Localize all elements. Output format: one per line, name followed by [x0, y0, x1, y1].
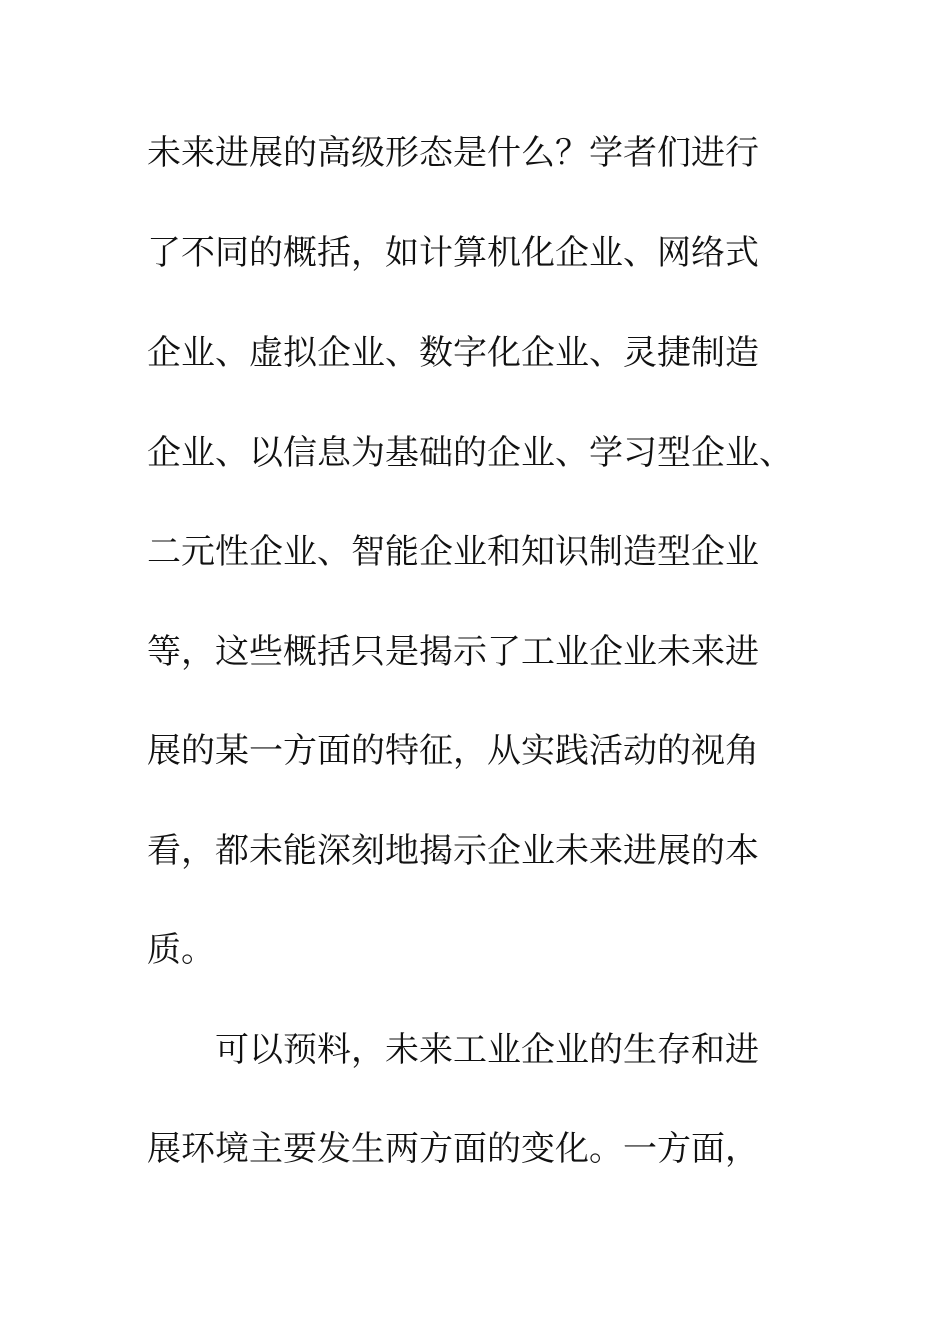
text-line: 企业、虚拟企业、数字化企业、灵捷制造 — [147, 333, 759, 373]
text-line: 看，都未能深刻地揭示企业未来进展的本 — [147, 831, 759, 871]
text-line: 展环境主要发生两方面的变化。一方面， — [147, 1129, 759, 1169]
text-line: 质。 — [147, 930, 215, 970]
text-line: 了不同的概括，如计算机化企业、网络式 — [147, 233, 759, 273]
text-line: 企业、以信息为基础的企业、学习型企业、 — [147, 433, 793, 473]
text-line: 展的某一方面的特征，从实践活动的视角 — [147, 731, 759, 771]
text-line: 未来进展的高级形态是什么？学者们进行 — [147, 133, 759, 173]
text-line: 可以预料，未来工业企业的生存和进 — [215, 1030, 759, 1070]
text-line: 二元性企业、智能企业和知识制造型企业 — [147, 532, 759, 572]
text-line: 等，这些概括只是揭示了工业企业未来进 — [147, 632, 759, 672]
